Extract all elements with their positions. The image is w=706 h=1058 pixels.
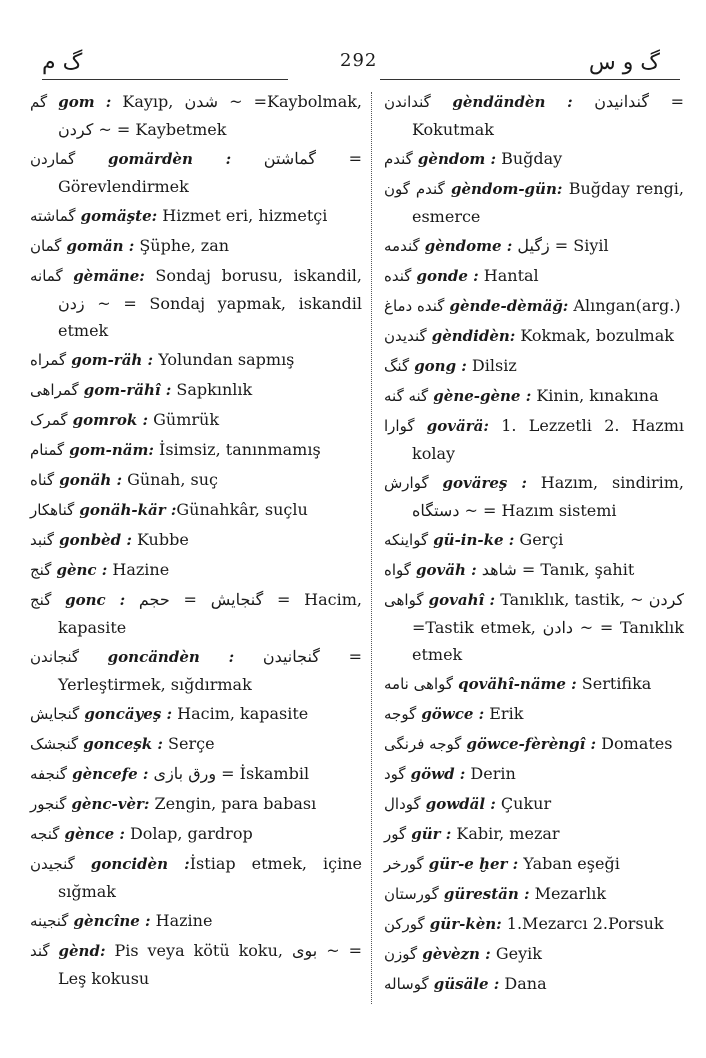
- entry-transliteration: gènde-dèmäğ:: [449, 297, 569, 315]
- entry-definition: 1.Mezarcı 2.Porsuk: [501, 914, 664, 933]
- entry-definition: Kayıp, شدن ~ =Kaybolmak, کردن ~ = Kaybetmek: [58, 92, 363, 139]
- entry-definition: 1. Lezzetli 2. Hazmı kolay: [412, 416, 684, 463]
- entry-transliteration: güsäle :: [433, 975, 500, 993]
- entry-transliteration: gür-e ḫer :: [428, 855, 519, 873]
- entry-definition: Derin: [465, 764, 516, 783]
- entry-transliteration: gonceşk :: [83, 735, 163, 753]
- entry-definition: Buğday rengi, esmerce: [412, 179, 684, 226]
- column-divider: [371, 92, 372, 1004]
- entry-persian-word: گود: [384, 765, 406, 783]
- entry-transliteration: gènc :: [56, 561, 108, 579]
- entry-definition: Buğday: [495, 149, 563, 168]
- dictionary-entry: [30, 376, 362, 404]
- entry-transliteration: gomäşte:: [80, 207, 158, 225]
- dictionary-entry: [30, 202, 362, 230]
- entry-definition: Gerçi: [514, 530, 564, 549]
- entry-transliteration: gèndidèn:: [431, 327, 516, 345]
- entry-persian-word: گمراه: [30, 351, 67, 369]
- entry-transliteration: govärä:: [426, 417, 489, 435]
- entry-definition: Sertifika: [576, 674, 652, 693]
- entry-persian-word: گنجاندن: [30, 648, 79, 666]
- entry-persian-word: گندم: [384, 150, 413, 168]
- entry-definition: Yaban eşeği: [518, 854, 620, 873]
- entry-persian-word: گوارا: [384, 417, 415, 435]
- dictionary-entry: [384, 880, 684, 908]
- entry-persian-word: گم: [30, 93, 48, 111]
- entry-persian-word: گمانه: [30, 267, 63, 285]
- entry-transliteration: gèndome :: [424, 237, 513, 255]
- entry-definition: Günahkâr, suçlu: [176, 500, 308, 519]
- entry-definition: Hizmet eri, hizmetçi: [157, 206, 328, 225]
- entry-definition: گنجانیدن = Yerleştirmek, sığdırmak: [58, 647, 362, 694]
- entry-transliteration: gonbèd :: [59, 531, 132, 549]
- entry-persian-word: گنجور: [30, 795, 67, 813]
- dictionary-entry: [30, 406, 362, 434]
- entry-persian-word: گنج: [30, 561, 52, 579]
- entry-transliteration: gomän :: [66, 237, 135, 255]
- header-rule-right: [380, 79, 680, 80]
- dictionary-entry: [384, 145, 684, 173]
- entry-persian-word: گندمه: [384, 237, 420, 255]
- header-right-letters: گ و س: [588, 50, 660, 75]
- entry-definition: زگیل = Siyil: [512, 236, 609, 255]
- entry-definition: Sapkınlık: [171, 380, 253, 399]
- entry-definition: İsimsiz, tanınmamış: [153, 440, 321, 459]
- dictionary-entry: [384, 700, 684, 728]
- dictionary-entry: [384, 382, 684, 410]
- entry-definition: İstiap etmek, içine sığmak: [58, 854, 362, 901]
- left-column: [30, 88, 362, 1018]
- entry-definition: Sondaj borusu, iskandil, زدن ~ = Sondaj yapmak, iskandil etmek: [58, 266, 362, 340]
- entry-definition: شاهد = Tanık, şahit: [476, 560, 635, 579]
- entry-transliteration: gonc :: [65, 591, 126, 609]
- dictionary-entry: [384, 352, 684, 380]
- entry-definition: Domates: [596, 734, 673, 753]
- entry-persian-word: گنجیدن: [30, 855, 75, 873]
- header-left-letters: گ م: [42, 50, 83, 75]
- dictionary-entry: [384, 970, 684, 998]
- entry-persian-word: گماردن: [30, 150, 76, 168]
- entry-definition: Yolundan sapmış: [153, 350, 295, 369]
- entry-transliteration: gène-gène :: [433, 387, 532, 405]
- entry-transliteration: gomärdèn :: [107, 150, 232, 168]
- entry-transliteration: goväreş :: [442, 474, 527, 492]
- entry-persian-word: گنه گنه: [384, 387, 429, 405]
- dictionary-entry: [30, 232, 362, 260]
- entry-definition: Zengin, para babası: [149, 794, 317, 813]
- entry-persian-word: گمنام: [30, 441, 65, 459]
- dictionary-entry: [384, 88, 684, 143]
- entry-transliteration: goncäyeş :: [84, 705, 173, 723]
- entry-definition: Dana: [499, 974, 547, 993]
- entry-transliteration: gènd:: [58, 942, 106, 960]
- entry-definition: گندانیدن = Kokutmak: [412, 92, 684, 139]
- entry-transliteration: gèndom :: [417, 150, 496, 168]
- dictionary-entry: [30, 700, 362, 728]
- dictionary-entry: [384, 556, 684, 584]
- entry-persian-word: گورستان: [384, 885, 439, 903]
- entry-transliteration: gènc-vèr:: [71, 795, 150, 813]
- entry-definition: Serçe: [162, 734, 215, 753]
- entry-persian-word: گواهی نامه: [384, 675, 454, 693]
- dictionary-entry: [384, 526, 684, 554]
- dictionary-entry: [30, 436, 362, 464]
- dictionary-entry: [384, 322, 684, 350]
- entry-persian-word: گنج: [30, 591, 52, 609]
- dictionary-entry: [384, 820, 684, 848]
- entry-transliteration: gèncîne :: [73, 912, 151, 930]
- entry-persian-word: گمان: [30, 237, 62, 255]
- dictionary-entry: [30, 586, 362, 641]
- entry-definition: Hacim, kapasite: [172, 704, 309, 723]
- dictionary-entry: [30, 556, 362, 584]
- entry-persian-word: گمراهی: [30, 381, 79, 399]
- dictionary-entry: [30, 346, 362, 374]
- page-number: 292: [340, 50, 378, 71]
- entry-transliteration: göwce-fèrèngî :: [466, 735, 597, 753]
- entry-persian-word: گواه: [384, 561, 411, 579]
- entry-transliteration: gong :: [414, 357, 467, 375]
- entry-transliteration: goväh :: [416, 561, 477, 579]
- entry-definition: Dolap, gardrop: [124, 824, 253, 843]
- entry-persian-word: گندم گون: [384, 180, 445, 198]
- entry-persian-word: گودال: [384, 795, 421, 813]
- entry-definition: Kokmak, bozulmak: [515, 326, 674, 345]
- entry-persian-word: گوجه: [384, 705, 417, 723]
- dictionary-entry: [30, 790, 362, 818]
- dictionary-entry: [30, 643, 362, 698]
- entry-persian-word: گمرک: [30, 411, 68, 429]
- entry-transliteration: gèndom-gün:: [451, 180, 563, 198]
- entry-definition: Kinin, kınakına: [531, 386, 659, 405]
- right-column: [384, 88, 684, 1018]
- entry-persian-word: گنده دماغ: [384, 297, 445, 315]
- entry-persian-word: گندیدن: [384, 327, 427, 345]
- entry-persian-word: گنداندن: [384, 93, 431, 111]
- dictionary-entry: [30, 88, 362, 143]
- entry-transliteration: gèvèzn :: [422, 945, 491, 963]
- entry-persian-word: گوساله: [384, 975, 429, 993]
- entry-definition: Erik: [484, 704, 524, 723]
- entry-transliteration: goncändèn :: [107, 648, 235, 666]
- entry-persian-word: گنجینه: [30, 912, 69, 930]
- dictionary-entry: [30, 466, 362, 494]
- dictionary-entry: [30, 820, 362, 848]
- dictionary-entry: [30, 937, 362, 992]
- page-header: [0, 0, 706, 80]
- dictionary-entry: [384, 730, 684, 758]
- entry-persian-word: گنجشک: [30, 735, 79, 753]
- entry-transliteration: gèmäne:: [73, 267, 145, 285]
- entry-transliteration: göwd :: [410, 765, 466, 783]
- entry-transliteration: gèndändèn :: [452, 93, 573, 111]
- entry-transliteration: gènce :: [64, 825, 125, 843]
- entry-transliteration: goncidèn :: [90, 855, 190, 873]
- dictionary-entry: [30, 526, 362, 554]
- entry-definition: Kubbe: [131, 530, 189, 549]
- dictionary-entry: [384, 940, 684, 968]
- entry-persian-word: گوجه فرنگی: [384, 735, 462, 753]
- entry-transliteration: gonde :: [416, 267, 479, 285]
- entry-persian-word: گورخر: [384, 855, 424, 873]
- entry-definition: Geyik: [490, 944, 542, 963]
- dictionary-entry: [30, 760, 362, 788]
- dictionary-entry: [30, 145, 362, 200]
- dictionary-entry: [30, 730, 362, 758]
- entry-transliteration: gonäh :: [59, 471, 122, 489]
- entry-definition: Dilsiz: [466, 356, 517, 375]
- entry-persian-word: گور: [384, 825, 407, 843]
- entry-definition: Çukur: [495, 794, 552, 813]
- entry-transliteration: gom-räh :: [71, 351, 154, 369]
- entry-transliteration: gürestän :: [443, 885, 530, 903]
- entry-definition: Pis veya kötü koku, بوی ~ = Leş kokusu: [58, 941, 362, 988]
- entry-persian-word: گنگ: [384, 357, 410, 375]
- entry-transliteration: göwce :: [421, 705, 485, 723]
- dictionary-entry: [30, 850, 362, 905]
- entry-definition: Hantal: [478, 266, 539, 285]
- dictionary-entry: [30, 262, 362, 344]
- entry-definition: Mezarlık: [529, 884, 607, 903]
- entry-definition: Hazine: [107, 560, 170, 579]
- dictionary-entry: [30, 496, 362, 524]
- dictionary-entry: [384, 292, 684, 320]
- entry-persian-word: گورکن: [384, 915, 425, 933]
- entry-persian-word: گواینکه: [384, 531, 429, 549]
- entry-definition: Alıngan(arg.): [568, 296, 681, 315]
- dictionary-entry: [384, 469, 684, 524]
- entry-transliteration: gü-in-ke :: [433, 531, 515, 549]
- entry-persian-word: گناهکار: [30, 501, 75, 519]
- entry-persian-word: گند: [30, 942, 50, 960]
- entry-transliteration: gür :: [411, 825, 452, 843]
- entry-transliteration: gür-kèn:: [429, 915, 502, 933]
- entry-transliteration: gomrok :: [72, 411, 149, 429]
- entry-definition: Şüphe, zan: [134, 236, 230, 255]
- header-rule-left: [42, 79, 288, 80]
- dictionary-entry: [384, 910, 684, 938]
- entry-definition: Gümrük: [148, 410, 220, 429]
- entry-transliteration: gèncefe :: [72, 765, 149, 783]
- dictionary-entry: [384, 262, 684, 290]
- entry-transliteration: gom-näm:: [69, 441, 154, 459]
- entry-transliteration: gonäh-kär :: [79, 501, 177, 519]
- entry-transliteration: gowdäl :: [425, 795, 496, 813]
- dictionary-entry: [384, 670, 684, 698]
- dictionary-entry: [30, 907, 362, 935]
- dictionary-entry: [384, 232, 684, 260]
- entry-persian-word: گوارش: [384, 474, 429, 492]
- entry-persian-word: گماشته: [30, 207, 76, 225]
- dictionary-entry: [384, 175, 684, 230]
- dictionary-entry: [384, 790, 684, 818]
- entry-definition: گماشتن = Görevlendirmek: [58, 149, 362, 196]
- dictionary-entry: [384, 850, 684, 878]
- entry-definition: ورق بازی = İskambil: [148, 764, 310, 783]
- entry-definition: Tanıklık, tastik, ~ کردن =Tastik etmek, دادن ~ = Tanıklık etmek: [412, 590, 685, 664]
- entry-persian-word: گناه: [30, 471, 55, 489]
- entry-transliteration: gom-rähî :: [83, 381, 172, 399]
- entry-transliteration: gom :: [58, 93, 112, 111]
- entry-persian-word: گنبد: [30, 531, 55, 549]
- entry-persian-word: گنجفه: [30, 765, 67, 783]
- dictionary-entry: [384, 412, 684, 467]
- entry-definition: Kabir, mezar: [451, 824, 560, 843]
- dictionary-entry: [384, 760, 684, 788]
- entry-definition: گنجایش = حجم = Hacim, kapasite: [58, 590, 363, 637]
- dictionary-entry: [384, 586, 684, 668]
- entry-persian-word: گنده: [384, 267, 412, 285]
- entry-definition: Günah, suç: [122, 470, 218, 489]
- entry-persian-word: گنجایش: [30, 705, 80, 723]
- entry-persian-word: گواهی: [384, 591, 424, 609]
- entry-persian-word: گنجه: [30, 825, 60, 843]
- entry-transliteration: qovähî-näme :: [458, 675, 577, 693]
- entry-definition: Hazım, sindirim, دستگاه ~ = Hazım sistemi: [412, 473, 684, 520]
- entry-persian-word: گوزن: [384, 945, 418, 963]
- entry-definition: Hazine: [150, 911, 213, 930]
- entry-transliteration: govahî :: [428, 591, 496, 609]
